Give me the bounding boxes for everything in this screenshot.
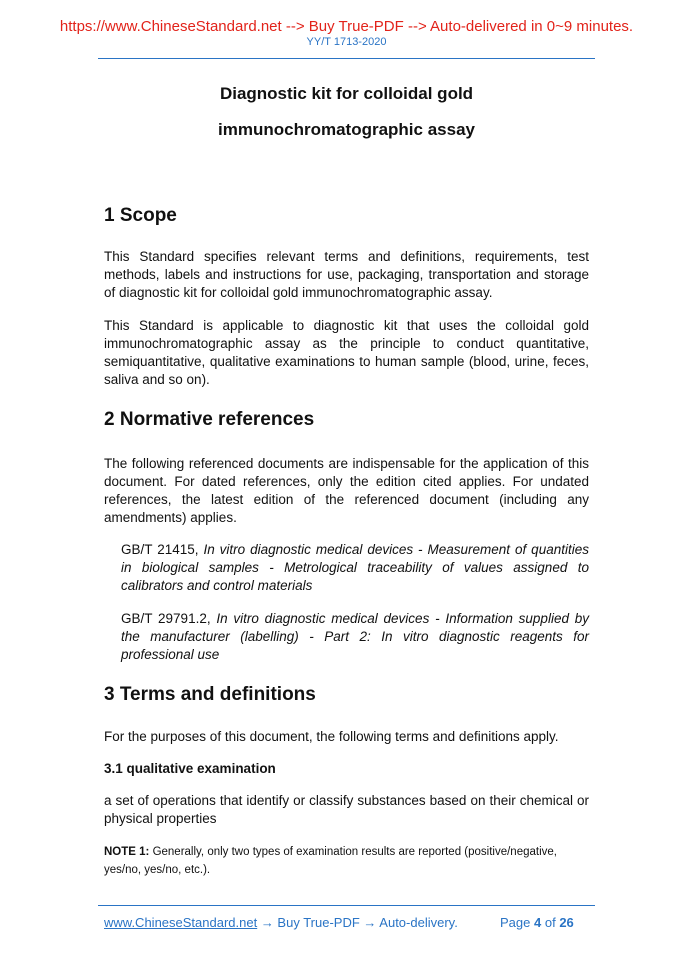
footer-links xyxy=(104,915,458,931)
reference-title: In vitro diagnostic medical devices - Information supplied by the manufacturer (labelling) - Part 2: In vitro diagnostic reagents for professional use xyxy=(121,611,589,662)
header-banner[interactable]: https://www.ChineseStandard.net --> Buy True-PDF --> Auto-delivered in 0~9 minutes. xyxy=(59,18,634,35)
section-heading-scope: 1 Scope xyxy=(104,205,177,226)
total-pages: 26 xyxy=(559,915,574,930)
note-1 xyxy=(104,843,589,879)
header-divider xyxy=(98,58,595,59)
footer-site-link[interactable]: www.ChineseStandard.net xyxy=(104,915,258,930)
page-label: Page xyxy=(500,915,531,930)
reference-code: GB/T 21415, xyxy=(121,542,199,557)
note-label: NOTE 1: xyxy=(104,846,150,858)
footer-buy-text: → Buy True-PDF → Auto-delivery. xyxy=(257,915,458,930)
term-heading-3-1: 3.1 qualitative examination xyxy=(104,761,276,776)
footer-divider xyxy=(98,905,595,906)
term-definition-3-1: a set of operations that identify or classify substances based on their chemical or physical properties xyxy=(104,793,589,826)
reference-code: GB/T 29791.2, xyxy=(121,611,211,626)
section-heading-normative: 2 Normative references xyxy=(104,409,315,430)
doc-title-line2: immunochromatographic assay xyxy=(218,120,475,139)
doc-title-line1: Diagnostic kit for colloidal gold xyxy=(219,84,474,103)
reference-item-1 xyxy=(121,541,589,595)
scope-paragraph-2: This Standard is applicable to diagnostic kit that uses the colloidal gold immunochromatographic assay as the principle to conduct quantitative, semiquantitative, qualitative examinations to human sample (blood, urine, feces, saliva and so on). xyxy=(104,318,589,387)
scope-paragraph-1: This Standard specifies relevant terms and definitions, requirements, test methods, labels and instructions for use, packaging, transportation and storage of diagnostic kit for colloidal gold immunochromatographic assay. xyxy=(104,249,589,300)
page-number: 4 xyxy=(534,915,542,930)
reference-item-2 xyxy=(121,610,589,664)
page-indicator xyxy=(500,915,574,931)
terms-paragraph: For the purposes of this document, the following terms and definitions apply. xyxy=(104,729,559,744)
of-label: of xyxy=(544,915,556,930)
reference-title: In vitro diagnostic medical devices - Measurement of quantities in biological samples - Metrological traceability of values assigned to calibrators and control materials xyxy=(121,542,589,593)
note-text: Generally, only two types of examination results are reported (positive/negative, yes/no, yes/no, etc.). xyxy=(104,846,557,876)
section-heading-terms: 3 Terms and definitions xyxy=(104,684,316,705)
standard-number: YY/T 1713-2020 xyxy=(306,36,387,48)
normative-paragraph: The following referenced documents are indispensable for the application of this document. For dated references, only the edition cited applies. For undated references, the latest edition of the referenced document (including any amendments) applies. xyxy=(104,456,589,525)
